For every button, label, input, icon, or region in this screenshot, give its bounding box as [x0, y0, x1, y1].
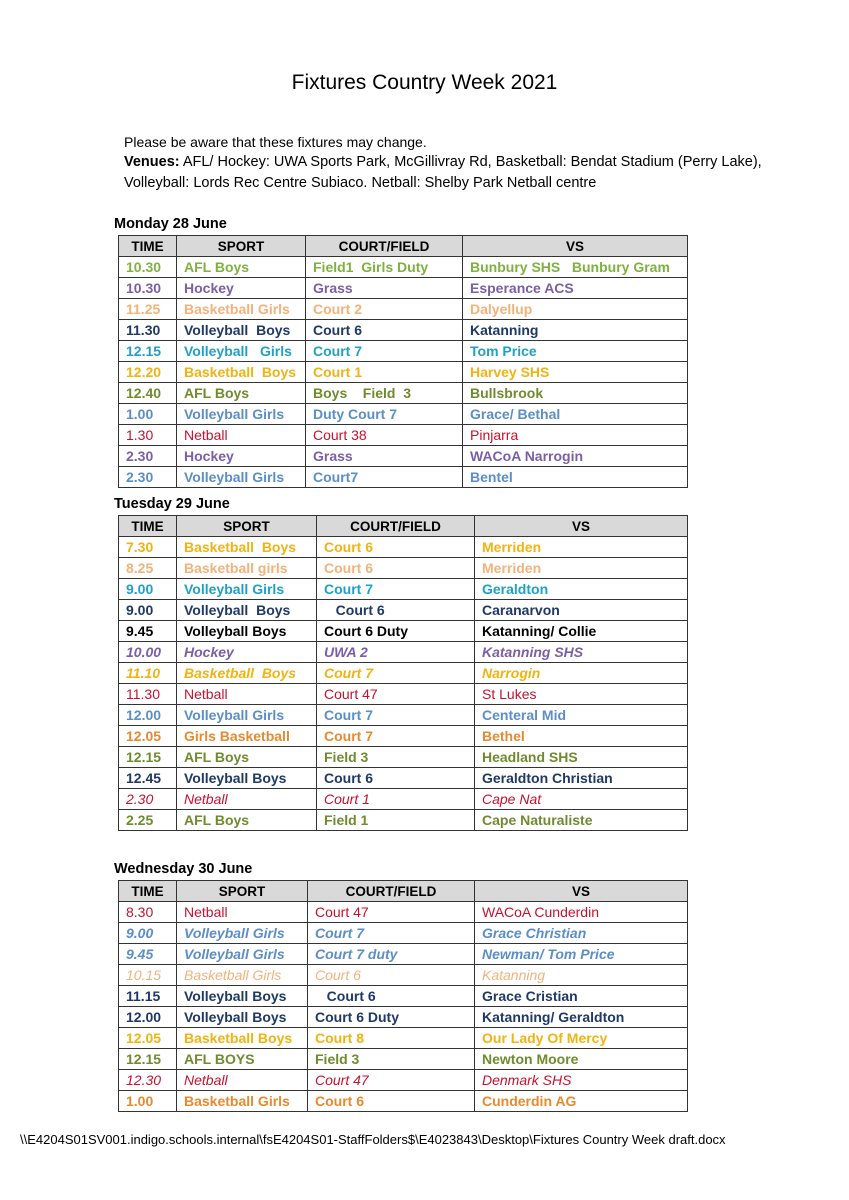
sport-cell: Basketball Boys — [177, 663, 317, 684]
sport-cell: Volleyball Girls — [177, 705, 317, 726]
header-court: COURT/FIELD — [308, 881, 475, 902]
fixture-row — [119, 467, 688, 488]
time-cell: 9.45 — [119, 621, 177, 642]
court-cell: Court 6 Duty — [317, 621, 475, 642]
header-vs: VS — [463, 236, 688, 257]
vs-cell: Cape Nat — [475, 789, 688, 810]
time-cell: 8.25 — [119, 558, 177, 579]
header-vs: VS — [475, 516, 688, 537]
court-cell: Grass — [306, 446, 463, 467]
time-cell: 12.00 — [119, 705, 177, 726]
court-cell: Field1 Girls Duty — [306, 257, 463, 278]
fixture-row — [119, 944, 688, 965]
vs-cell: Katanning/ Collie — [475, 621, 688, 642]
header-sport: SPORT — [177, 881, 308, 902]
time-cell: 12.15 — [119, 747, 177, 768]
court-cell: Court 47 — [308, 902, 475, 923]
vs-cell: Newton Moore — [475, 1049, 688, 1070]
vs-cell: Katanning/ Geraldton — [475, 1007, 688, 1028]
time-cell: 2.30 — [119, 446, 177, 467]
sport-cell: Volleyball Boys — [177, 600, 317, 621]
time-cell: 11.10 — [119, 663, 177, 684]
court-cell: Court 7 — [317, 579, 475, 600]
court-cell: Boys Field 3 — [306, 383, 463, 404]
header-row — [119, 236, 688, 257]
court-cell: Court 38 — [306, 425, 463, 446]
fixture-row — [119, 965, 688, 986]
vs-cell: Our Lady Of Mercy — [475, 1028, 688, 1049]
vs-cell: Grace Cristian — [475, 986, 688, 1007]
court-cell: Court 47 — [308, 1070, 475, 1091]
fixture-row — [119, 446, 688, 467]
sport-cell: Hockey — [177, 642, 317, 663]
fixture-row — [119, 1028, 688, 1049]
time-cell: 2.30 — [119, 467, 177, 488]
fixture-row — [119, 341, 688, 362]
sport-cell: AFL BOYS — [177, 1049, 308, 1070]
vs-cell: Grace Christian — [475, 923, 688, 944]
court-cell: Court 7 duty — [308, 944, 475, 965]
vs-cell: Esperance ACS — [463, 278, 688, 299]
sport-cell: Netball — [177, 684, 317, 705]
fixture-row — [119, 663, 688, 684]
fixture-row — [119, 383, 688, 404]
time-cell: 1.00 — [119, 1091, 177, 1112]
sport-cell: Volleyball Girls — [177, 579, 317, 600]
file-path-footer: \\E4204S01SV001.indigo.schools.internal\fsE4204S01-StaffFolders$\E4023843\Desktop\Fixtures Country Week draft.docx — [20, 1132, 726, 1147]
court-cell: Court 6 — [317, 558, 475, 579]
time-cell: 12.05 — [119, 726, 177, 747]
sport-cell: Basketball Girls — [177, 965, 308, 986]
time-cell: 10.30 — [119, 278, 177, 299]
fixture-row — [119, 1091, 688, 1112]
time-cell: 12.45 — [119, 768, 177, 789]
time-cell: 12.15 — [119, 341, 177, 362]
header-time: TIME — [119, 516, 177, 537]
header-court: COURT/FIELD — [317, 516, 475, 537]
fixture-row — [119, 579, 688, 600]
fixture-row — [119, 923, 688, 944]
sport-cell: Volleyball Boys — [177, 986, 308, 1007]
sport-cell: Volleyball Girls — [177, 944, 308, 965]
sport-cell: AFL Boys — [177, 810, 317, 831]
court-cell: Court 6 Duty — [308, 1007, 475, 1028]
header-time: TIME — [119, 236, 177, 257]
time-cell: 12.30 — [119, 1070, 177, 1091]
sport-cell: AFL Boys — [177, 257, 306, 278]
time-cell: 9.00 — [119, 923, 177, 944]
fixture-row — [119, 1007, 688, 1028]
court-cell: Court 8 — [308, 1028, 475, 1049]
time-cell: 2.30 — [119, 789, 177, 810]
vs-cell: Dalyellup — [463, 299, 688, 320]
fixture-row — [119, 425, 688, 446]
vs-cell: Tom Price — [463, 341, 688, 362]
sport-cell: Basketball Boys — [177, 1028, 308, 1049]
court-cell: Court 1 — [306, 362, 463, 383]
vs-cell: WACoA Narrogin — [463, 446, 688, 467]
sport-cell: Volleyball Boys — [177, 768, 317, 789]
fixture-row — [119, 404, 688, 425]
court-cell: Court 6 — [308, 965, 475, 986]
fixture-row — [119, 257, 688, 278]
sport-cell: Netball — [177, 902, 308, 923]
time-cell: 1.30 — [119, 425, 177, 446]
fixture-row — [119, 747, 688, 768]
sport-cell: Basketball Boys — [177, 362, 306, 383]
court-cell: Court 1 — [317, 789, 475, 810]
sport-cell: Volleyball Girls — [177, 467, 306, 488]
fixture-row — [119, 600, 688, 621]
vs-cell: Bentel — [463, 467, 688, 488]
time-cell: 11.30 — [119, 684, 177, 705]
time-cell: 9.00 — [119, 579, 177, 600]
vs-cell: Merriden — [475, 537, 688, 558]
sport-cell: Volleyball Boys — [177, 621, 317, 642]
fixture-row — [119, 537, 688, 558]
court-cell: Court 7 — [317, 705, 475, 726]
court-cell: Court 6 — [317, 768, 475, 789]
sport-cell: Girls Basketball — [177, 726, 317, 747]
time-cell: 7.30 — [119, 537, 177, 558]
sport-cell: Hockey — [177, 446, 306, 467]
fixture-row — [119, 320, 688, 341]
sport-cell: Volleyball Boys — [177, 1007, 308, 1028]
sport-cell: Volleyball Girls — [177, 404, 306, 425]
fixtures-table-wednesday — [118, 880, 688, 1112]
vs-cell: Bullsbrook — [463, 383, 688, 404]
sport-cell: Hockey — [177, 278, 306, 299]
venues-line-2: Volleyball: Lords Rec Centre Subiaco. Netball: Shelby Park Netball centre — [124, 175, 597, 191]
sport-cell: Basketball girls — [177, 558, 317, 579]
time-cell: 12.00 — [119, 1007, 177, 1028]
vs-cell: Geraldton Christian — [475, 768, 688, 789]
vs-cell: Newman/ Tom Price — [475, 944, 688, 965]
sport-cell: AFL Boys — [177, 383, 306, 404]
fixture-row — [119, 362, 688, 383]
sport-cell: Basketball Boys — [177, 537, 317, 558]
court-cell: Court 7 — [317, 663, 475, 684]
fixture-row — [119, 558, 688, 579]
fixtures-table-monday — [118, 235, 688, 488]
time-cell: 1.00 — [119, 404, 177, 425]
vs-cell: Centeral Mid — [475, 705, 688, 726]
change-notice: Please be aware that these fixtures may change. — [124, 134, 427, 150]
time-cell: 9.45 — [119, 944, 177, 965]
court-cell: Court 6 — [317, 600, 475, 621]
court-cell: UWA 2 — [317, 642, 475, 663]
header-sport: SPORT — [177, 516, 317, 537]
sport-cell: Netball — [177, 425, 306, 446]
fixture-row — [119, 299, 688, 320]
day-label-wednesday: Wednesday 30 June — [114, 861, 253, 877]
court-cell: Grass — [306, 278, 463, 299]
fixture-row — [119, 810, 688, 831]
court-cell: Court7 — [306, 467, 463, 488]
vs-cell: Cape Naturaliste — [475, 810, 688, 831]
court-cell: Court 6 — [306, 320, 463, 341]
court-cell: Field 3 — [317, 747, 475, 768]
vs-cell: Denmark SHS — [475, 1070, 688, 1091]
court-cell: Field 3 — [308, 1049, 475, 1070]
court-cell: Field 1 — [317, 810, 475, 831]
vs-cell: Katanning — [475, 965, 688, 986]
vs-cell: Headland SHS — [475, 747, 688, 768]
venues-line-1: AFL/ Hockey: UWA Sports Park, McGillivray Rd, Basketball: Bendat Stadium (Perry Lake), — [179, 154, 762, 170]
court-cell: Court 6 — [308, 1091, 475, 1112]
court-cell: Court 2 — [306, 299, 463, 320]
time-cell: 11.25 — [119, 299, 177, 320]
header-row — [119, 881, 688, 902]
vs-cell: Caranarvon — [475, 600, 688, 621]
venues-label: Venues: — [124, 154, 180, 170]
time-cell: 12.40 — [119, 383, 177, 404]
header-court: COURT/FIELD — [306, 236, 463, 257]
header-time: TIME — [119, 881, 177, 902]
court-cell: Court 7 — [317, 726, 475, 747]
vs-cell: Narrogin — [475, 663, 688, 684]
vs-cell: Merriden — [475, 558, 688, 579]
fixture-row — [119, 789, 688, 810]
venues-paragraph — [124, 152, 824, 194]
court-cell: Court 7 — [306, 341, 463, 362]
fixture-row — [119, 726, 688, 747]
document-title: Fixtures Country Week 2021 — [291, 71, 558, 94]
time-cell: 8.30 — [119, 902, 177, 923]
court-cell: Court 7 — [308, 923, 475, 944]
time-cell: 12.05 — [119, 1028, 177, 1049]
fixture-row — [119, 621, 688, 642]
sport-cell: Netball — [177, 1070, 308, 1091]
time-cell: 11.15 — [119, 986, 177, 1007]
sport-cell: Basketball Girls — [177, 1091, 308, 1112]
time-cell: 10.30 — [119, 257, 177, 278]
header-row — [119, 516, 688, 537]
vs-cell: St Lukes — [475, 684, 688, 705]
sport-cell: Netball — [177, 789, 317, 810]
time-cell: 10.00 — [119, 642, 177, 663]
time-cell: 11.30 — [119, 320, 177, 341]
sport-cell: Volleyball Boys — [177, 320, 306, 341]
vs-cell: Harvey SHS — [463, 362, 688, 383]
sport-cell: Volleyball Girls — [177, 923, 308, 944]
sport-cell: Basketball Girls — [177, 299, 306, 320]
day-label-monday: Monday 28 June — [114, 216, 227, 232]
fixture-row — [119, 1049, 688, 1070]
day-label-tuesday: Tuesday 29 June — [114, 496, 230, 512]
vs-cell: Katanning SHS — [475, 642, 688, 663]
court-cell: Duty Court 7 — [306, 404, 463, 425]
court-cell: Court 6 — [317, 537, 475, 558]
vs-cell: Geraldton — [475, 579, 688, 600]
vs-cell: Bunbury SHS Bunbury Gram — [463, 257, 688, 278]
sport-cell: AFL Boys — [177, 747, 317, 768]
fixture-row — [119, 768, 688, 789]
fixture-row — [119, 642, 688, 663]
vs-cell: Pinjarra — [463, 425, 688, 446]
vs-cell: Bethel — [475, 726, 688, 747]
fixture-row — [119, 902, 688, 923]
sport-cell: Volleyball Girls — [177, 341, 306, 362]
fixture-row — [119, 1070, 688, 1091]
fixtures-table-tuesday — [118, 515, 688, 831]
time-cell: 9.00 — [119, 600, 177, 621]
vs-cell: Grace/ Bethal — [463, 404, 688, 425]
fixture-row — [119, 278, 688, 299]
court-cell: Court 6 — [308, 986, 475, 1007]
time-cell: 2.25 — [119, 810, 177, 831]
vs-cell: Cunderdin AG — [475, 1091, 688, 1112]
fixture-row — [119, 684, 688, 705]
vs-cell: Katanning — [463, 320, 688, 341]
vs-cell: WACoA Cunderdin — [475, 902, 688, 923]
fixture-row — [119, 986, 688, 1007]
time-cell: 12.20 — [119, 362, 177, 383]
time-cell: 12.15 — [119, 1049, 177, 1070]
fixture-row — [119, 705, 688, 726]
court-cell: Court 47 — [317, 684, 475, 705]
header-vs: VS — [475, 881, 688, 902]
header-sport: SPORT — [177, 236, 306, 257]
time-cell: 10.15 — [119, 965, 177, 986]
